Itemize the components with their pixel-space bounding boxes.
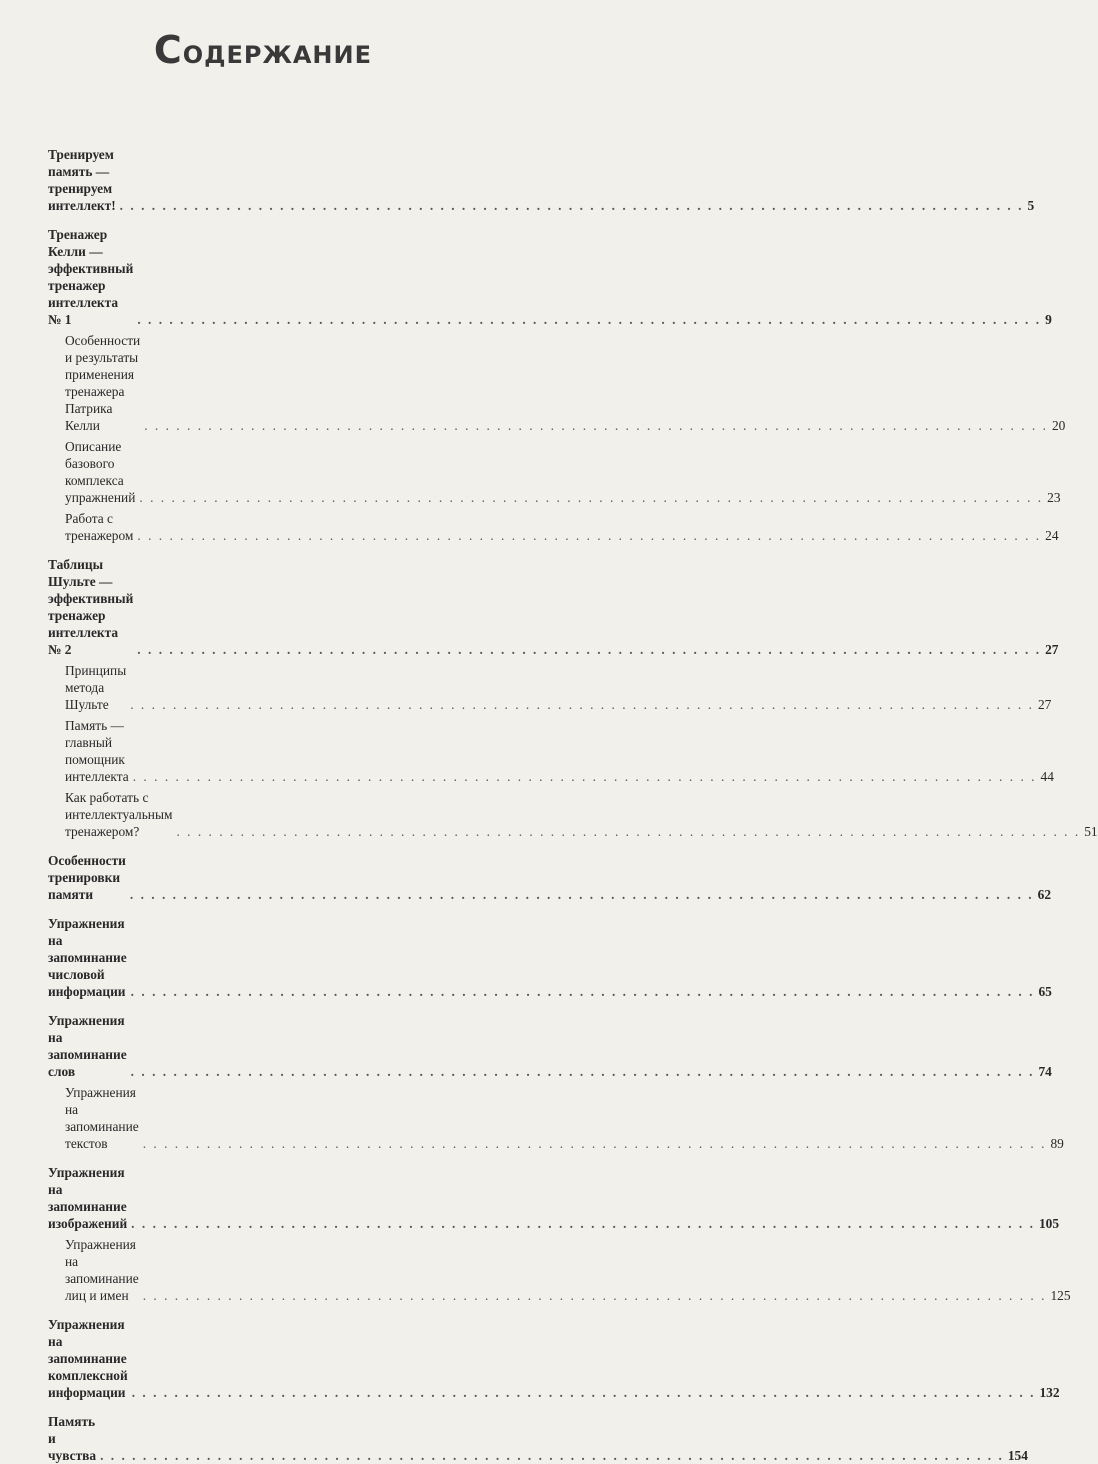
toc-section-entry bbox=[48, 146, 1035, 214]
toc-section-entry bbox=[48, 226, 1052, 328]
toc-subsection-entry bbox=[48, 1084, 1064, 1152]
toc-entry-title: Тренируем память — тренируем интеллект! bbox=[48, 147, 116, 213]
toc-leader-dots bbox=[131, 983, 1035, 1000]
toc-subsection-entry bbox=[48, 510, 1059, 544]
toc-section-entry bbox=[48, 1164, 1060, 1232]
toc-page-number: 27 bbox=[1045, 642, 1059, 657]
toc-leader-dots bbox=[131, 1215, 1035, 1232]
toc-entry-title: Особенности и результаты применения тренажера Патрика Келли bbox=[65, 333, 141, 433]
toc-page-number: 23 bbox=[1047, 490, 1061, 505]
toc-entry-title: Принципы метода Шульте bbox=[65, 663, 127, 712]
toc-entry-title: Тренажер Келли — эффективный тренажер интеллекта № 1 bbox=[48, 227, 134, 327]
toc-entry-title: Упражнения на запоминание комплексной информации bbox=[48, 1317, 128, 1400]
toc-leader-dots bbox=[143, 1287, 1047, 1304]
toc-entry-title: Упражнения на запоминание лиц и имен bbox=[65, 1237, 139, 1303]
toc-leader-dots bbox=[137, 641, 1041, 658]
toc-leader-dots bbox=[130, 696, 1034, 713]
toc-leader-dots bbox=[131, 1063, 1035, 1080]
toc-subsection-entry bbox=[48, 332, 1066, 434]
toc-page-number: 105 bbox=[1038, 1216, 1060, 1231]
toc-page-number: 44 bbox=[1040, 769, 1054, 784]
toc-entry-title: Упражнения на запоминание текстов bbox=[65, 1085, 139, 1151]
toc-page-number: 74 bbox=[1038, 1064, 1052, 1079]
toc-page-number: 51 bbox=[1084, 824, 1098, 839]
toc-page-number: 125 bbox=[1050, 1288, 1071, 1303]
toc-page-number: 65 bbox=[1038, 984, 1052, 999]
toc-page-number: 27 bbox=[1037, 697, 1052, 712]
title-initial: С bbox=[153, 28, 183, 72]
title-rest: одержание bbox=[182, 32, 372, 72]
toc-leader-dots bbox=[137, 311, 1041, 328]
toc-entry-title: Упражнения на запоминание слов bbox=[48, 1013, 127, 1079]
toc-subsection-entry bbox=[48, 789, 1098, 840]
toc-section-entry bbox=[48, 852, 1052, 903]
toc-subsection-entry bbox=[48, 662, 1052, 713]
toc-leader-dots bbox=[176, 823, 1080, 840]
toc-section-entry bbox=[48, 1413, 1028, 1464]
toc-entry-title: Память и чувства bbox=[48, 1414, 97, 1463]
toc-entry-title: Особенности тренировки памяти bbox=[48, 853, 126, 902]
toc-section-entry bbox=[48, 1012, 1052, 1080]
toc-entry-title: Упражнения на запоминание числовой информации bbox=[48, 916, 127, 999]
toc-leader-dots bbox=[133, 768, 1037, 785]
toc-page-number: 24 bbox=[1045, 528, 1059, 543]
toc-entry-title: Таблицы Шульте — эффективный тренажер интеллекта № 2 bbox=[48, 557, 134, 657]
toc-page-number: 5 bbox=[1027, 198, 1035, 213]
toc-subsection-entry bbox=[48, 438, 1061, 506]
toc-leader-dots bbox=[120, 197, 1024, 214]
toc-page-number: 9 bbox=[1045, 312, 1052, 327]
page-title bbox=[48, 0, 372, 75]
toc-entry-title: Упражнения на запоминание изображений bbox=[48, 1165, 128, 1231]
toc-leader-dots bbox=[132, 1384, 1036, 1401]
toc-page-number: 20 bbox=[1051, 418, 1066, 433]
toc-subsection-entry bbox=[48, 717, 1054, 785]
toc-leader-dots bbox=[144, 417, 1048, 434]
toc-leader-dots bbox=[137, 527, 1041, 544]
toc-page-number: 132 bbox=[1039, 1385, 1060, 1400]
toc-section-entry bbox=[48, 915, 1052, 1000]
toc-entry-title: Описание базового комплекса упражнений bbox=[65, 439, 136, 505]
toc-leader-dots bbox=[139, 489, 1043, 506]
toc-page-number: 154 bbox=[1007, 1448, 1028, 1463]
toc-subsection-entry bbox=[48, 1236, 1071, 1304]
toc-entry-title: Работа с тренажером bbox=[65, 511, 134, 543]
toc-leader-dots bbox=[143, 1135, 1047, 1152]
toc-entry-title: Как работать с интеллектуальным тренажером? bbox=[65, 790, 173, 839]
table-of-contents bbox=[48, 146, 1098, 1464]
toc-page-number: 62 bbox=[1037, 887, 1052, 902]
toc-section-entry bbox=[48, 1316, 1060, 1401]
toc-entry-title: Память — главный помощник интеллекта bbox=[65, 718, 129, 784]
toc-page-number: 89 bbox=[1050, 1136, 1064, 1151]
toc-leader-dots bbox=[130, 886, 1034, 903]
toc-section-entry bbox=[48, 556, 1059, 658]
toc-leader-dots bbox=[100, 1447, 1004, 1464]
